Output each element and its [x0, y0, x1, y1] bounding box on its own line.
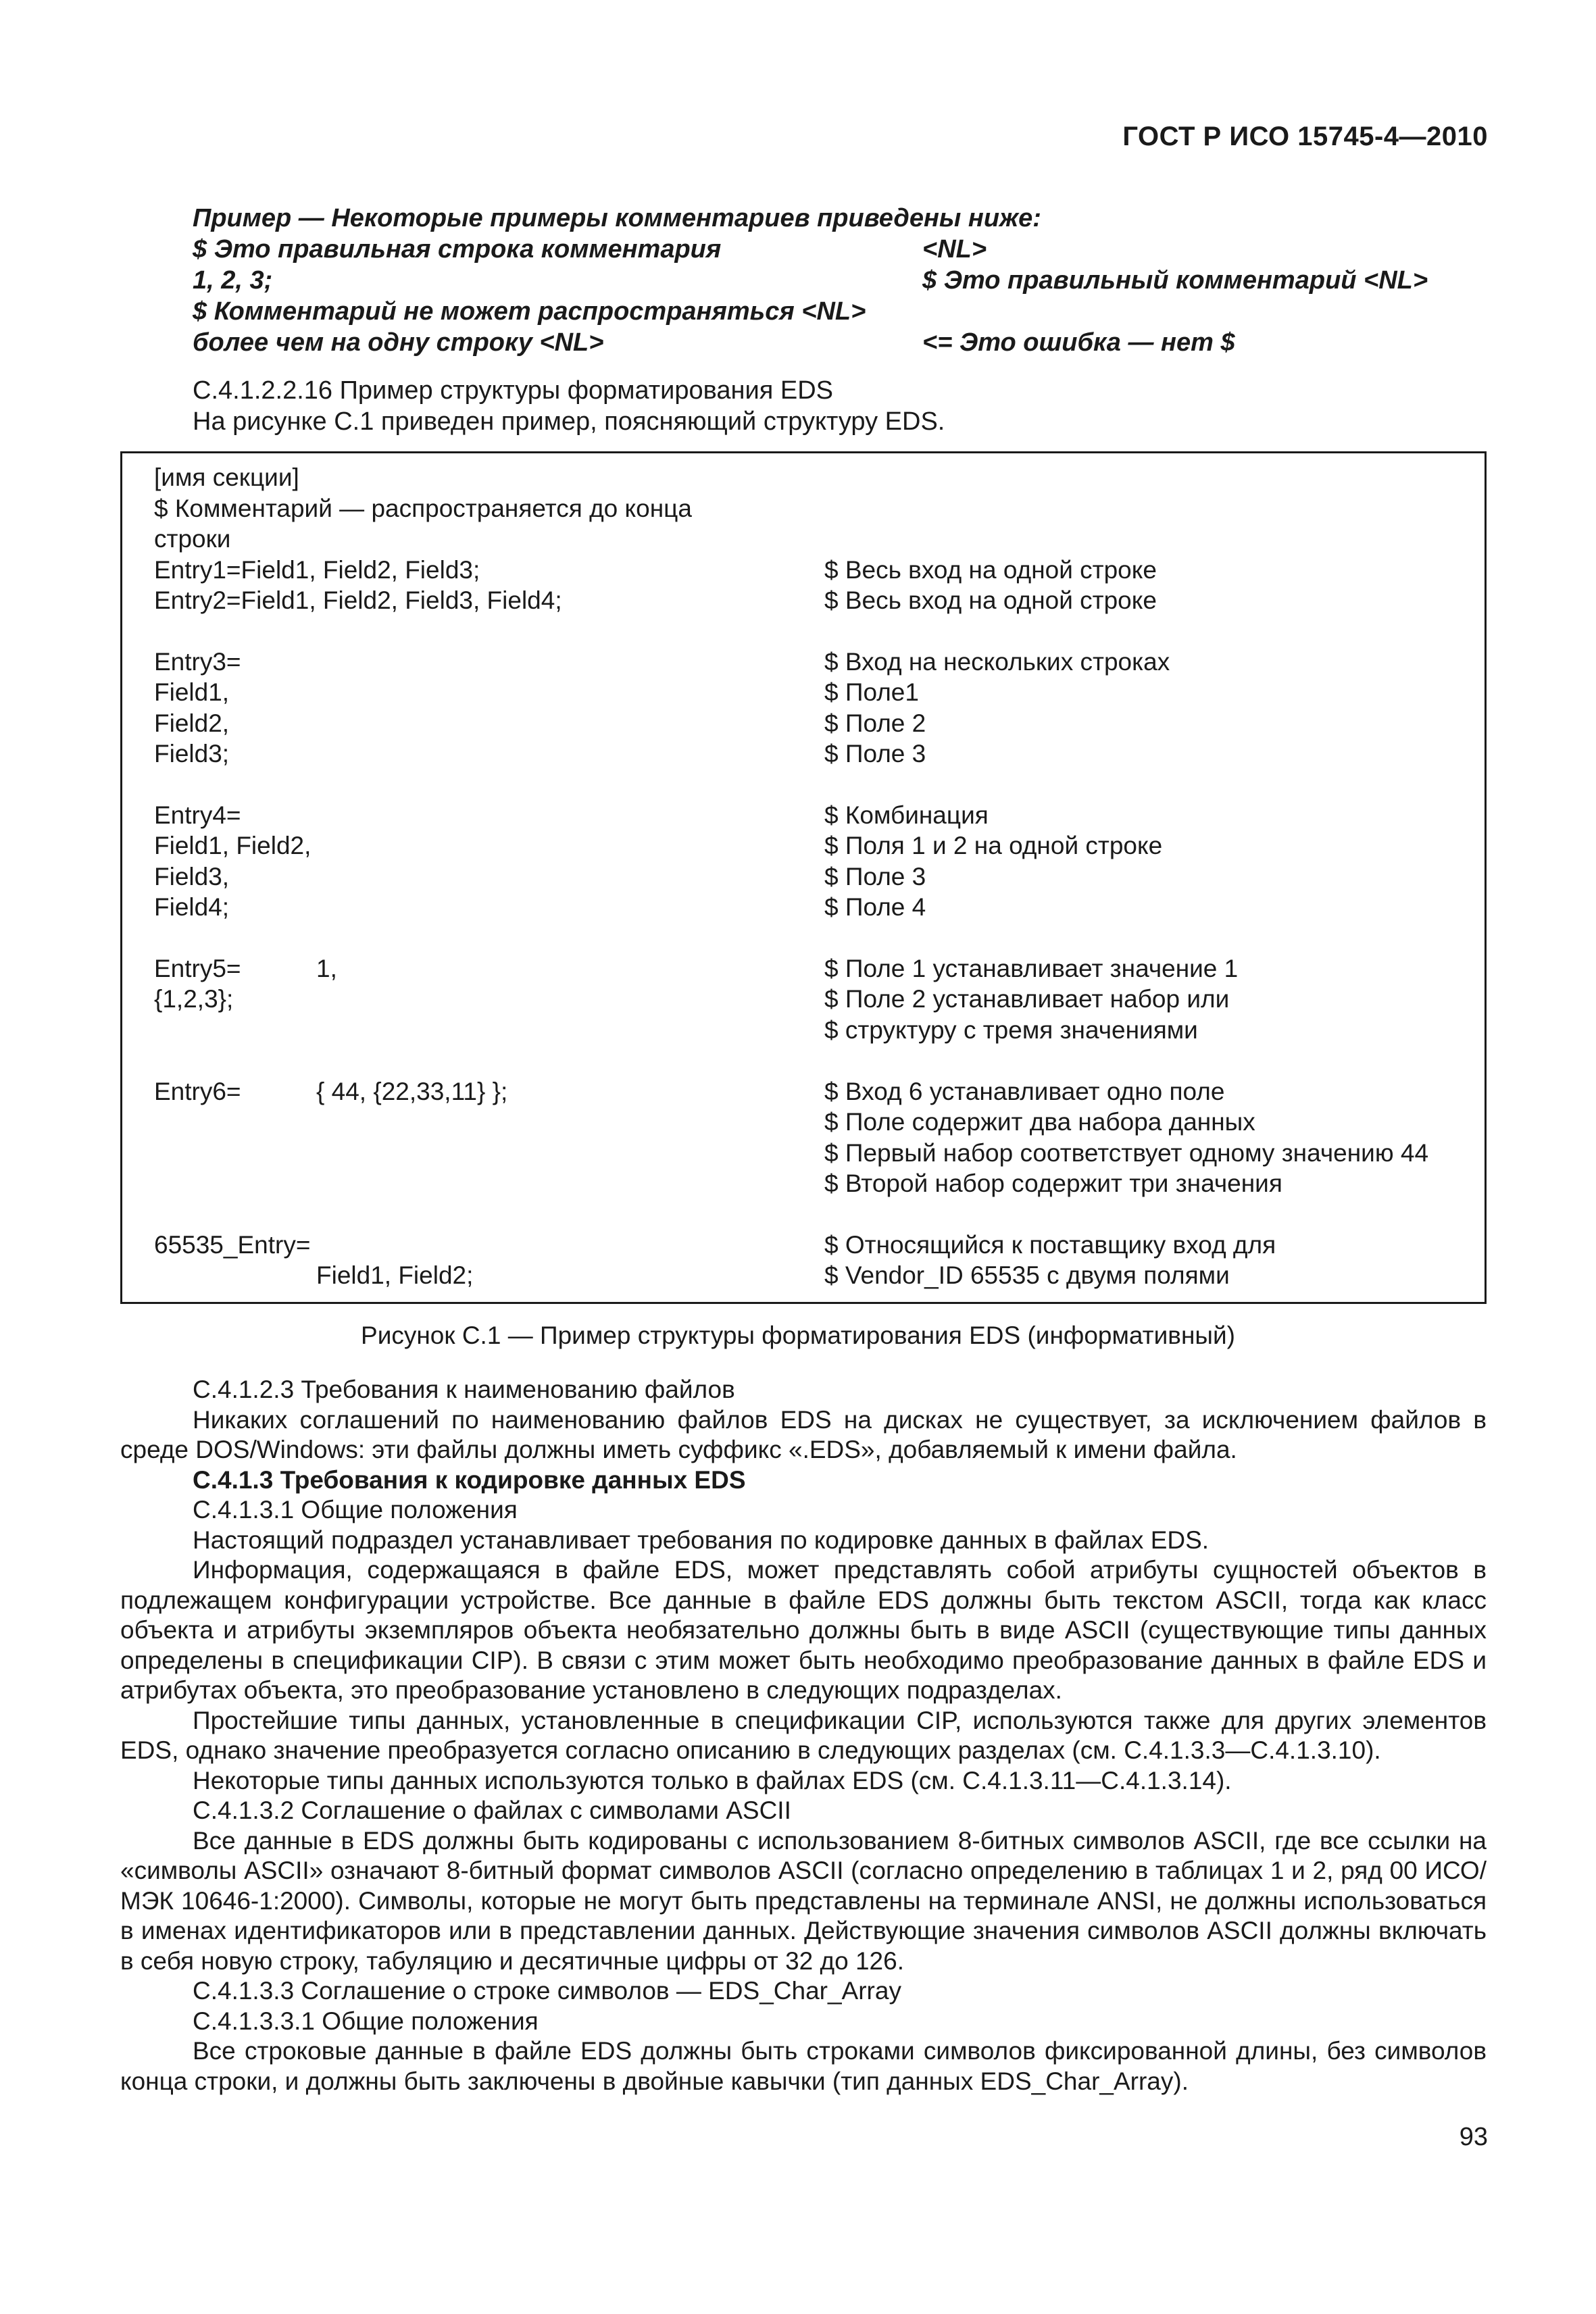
example-text: Пример — Некоторые примеры комментариев приведены ниже: — [193, 204, 1041, 232]
figure-comment: $ Вход на нескольких строках — [824, 648, 1170, 676]
body-text — [120, 1375, 1487, 2096]
figure-comment: $ Поле 4 — [824, 893, 926, 921]
subsection-heading: С.4.1.3.3 Соглашение о строке символов — EDS_Char_Array — [193, 1977, 901, 2005]
figure-code-value: Field1, Field2; — [316, 1261, 474, 1289]
figure-comment: $ Второй набор содержит три значения — [824, 1169, 1282, 1197]
figure-caption: Рисунок С.1 — Пример структуры форматирования EDS (информативный) — [361, 1322, 1235, 1349]
example-text: $ Это правильная строка комментария — [193, 235, 722, 263]
figure-comment: $ Поля 1 и 2 на одной строке — [824, 832, 1163, 859]
figure-code-line: {1,2,3}; — [154, 985, 234, 1013]
figure-code-line: Entry2=Field1, Field2, Field3, Field4; — [154, 586, 562, 614]
body-paragraph: Все строковые данные в файле EDS должны быть строками символов фиксированной длины, без символов конца строки, и должны быть заключены в двойные кавычки (тип данных EDS_Char_Array). — [120, 2037, 1487, 2095]
example-block — [193, 203, 1490, 358]
subsection-heading: С.4.1.3.3.1 Общие положения — [193, 2007, 539, 2035]
figure-comment: $ Вход 6 устанавливает одно поле — [824, 1078, 1225, 1105]
example-comment: <= Это ошибка — нет $ — [922, 328, 1235, 357]
figure-comment: $ Поле 3 — [824, 740, 926, 768]
example-row — [193, 203, 1490, 234]
section-heading: С.4.1.2.2.16 Пример структуры форматирования EDS — [193, 376, 834, 405]
figure-comment: $ Поле1 — [824, 678, 919, 706]
example-text: 1, 2, 3; — [193, 266, 273, 295]
body-paragraph: Настоящий подраздел устанавливает требования по кодировке данных в файлах EDS. — [193, 1526, 1210, 1554]
body-paragraph: Простейшие типы данных, установленные в спецификации CIP, используются также для других элементов EDS, однако значение преобразуется согласно описанию в следующих разделах (см. С.4.1.3.3—С.4.1.3.10). — [120, 1706, 1487, 1764]
figure-code-line: Entry4= — [154, 801, 241, 829]
figure-comment: $ Поле содержит два набора данных — [824, 1108, 1255, 1136]
figure-comment: $ Относящийся к поставщику вход для — [824, 1231, 1276, 1259]
example-row — [193, 296, 1490, 327]
figure-code-line: строки — [154, 525, 231, 553]
figure-code-line: Entry1=Field1, Field2, Field3; — [154, 556, 480, 584]
figure-code-line: Field2, — [154, 709, 230, 737]
body-paragraph: Некоторые типы данных используются только в файлах EDS (см. С.4.1.3.11—С.4.1.3.14). — [193, 1766, 1232, 1794]
figure-reference: На рисунке С.1 приведен пример, поясняющий структуру EDS. — [193, 407, 945, 436]
figure-code-line: [имя секции] — [154, 463, 299, 491]
example-comment: <NL> — [922, 235, 987, 263]
body-paragraph: Информация, содержащаяся в файле EDS, может представлять собой атрибуты сущностей объектов в подлежащем конфигурации устройстве. Все данные в файле EDS должны быть текстом ASCII, тогда как класс объекта и атрибуты экземпляров объекта необязательно должны быть в виде ASCII (существующие типы данных определены в спецификации CIP). В связи с этим может быть необходимо преобразование данных в файле EDS и атрибутах объекта, это преобразование установлено в следующих подразделах. — [120, 1556, 1487, 1704]
figure-comment: $ структуру с тремя значениями — [824, 1016, 1198, 1044]
body-paragraph: Никаких соглашений по наименованию файлов EDS на дисках не существует, за исключением файлов в среде DOS/Windows: эти файлы должны иметь суффикс «.EDS», добавляемый к имени файла. — [120, 1405, 1487, 1463]
subsection-heading: С.4.1.3.1 Общие положения — [193, 1496, 518, 1524]
figure-code-value: { 44, {22,33,11} }; — [316, 1078, 508, 1105]
example-row — [193, 327, 1490, 358]
example-row — [193, 234, 1490, 265]
section-heading-bold: С.4.1.3 Требования к кодировке данных EDS — [193, 1465, 746, 1494]
figure-code-line: Field3; — [154, 740, 230, 768]
figure-code-line: Field3, — [154, 863, 230, 890]
figure-code-line: Field4; — [154, 893, 230, 921]
document-code: ГОСТ Р ИСО 15745-4—2010 — [1122, 122, 1488, 151]
figure-code-line: Field1, — [154, 678, 230, 706]
figure-code-line: Field1, Field2, — [154, 832, 311, 859]
example-row — [193, 265, 1490, 296]
figure-comment: $ Vendor_ID 65535 с двумя полями — [824, 1261, 1230, 1289]
subsection-heading: С.4.1.2.3 Требования к наименованию файлов — [193, 1376, 735, 1403]
figure-comment: $ Поле 3 — [824, 863, 926, 890]
subsection-heading: С.4.1.3.2 Соглашение о файлах с символами ASCII — [193, 1796, 791, 1824]
figure-comment: $ Поле 1 устанавливает значение 1 — [824, 955, 1239, 982]
figure-code-value: 1, — [316, 955, 337, 982]
figure-comment: $ Поле 2 — [824, 709, 926, 737]
figure-code-line: Entry5= — [154, 955, 241, 982]
figure-code-line: 65535_Entry= — [154, 1231, 311, 1259]
figure-comment: $ Весь вход на одной строке — [824, 556, 1157, 584]
example-comment: $ Это правильный комментарий <NL> — [922, 266, 1428, 295]
figure-code-line: Entry6= — [154, 1078, 241, 1105]
body-paragraph: Все данные в EDS должны быть кодированы с использованием 8-битных символов ASCII, где все ссылки на «символы ASCII» означают 8-битный формат символов ASCII (согласно определению в таблицах 1 и 2, ряд 00 ИСО/МЭК 10646-1:2000). Символы, которые не могут быть представлены на терминале ANSI, не должны использоваться в именах идентификаторов или в представлении данных. Действующие значения символов ASCII должны включать в себя новую строку, табуляцию и десятичные цифры от 32 до 126. — [120, 1826, 1487, 1975]
figure-code-line: Entry3= — [154, 648, 241, 676]
figure-comment: $ Поле 2 устанавливает набор или — [824, 985, 1230, 1013]
figure-comment: $ Весь вход на одной строке — [824, 586, 1157, 614]
figure-comment: $ Первый набор соответствует одному значению 44 — [824, 1139, 1429, 1167]
figure-comment: $ Комбинация — [824, 801, 989, 829]
example-text: более чем на одну строку <NL> — [193, 328, 604, 357]
figure-code-line: $ Комментарий — распространяется до конца — [154, 495, 692, 522]
figure-intro — [193, 375, 945, 437]
page-number: 93 — [1459, 2123, 1488, 2151]
example-text: $ Комментарий не может распространяться <NL> — [193, 297, 866, 326]
